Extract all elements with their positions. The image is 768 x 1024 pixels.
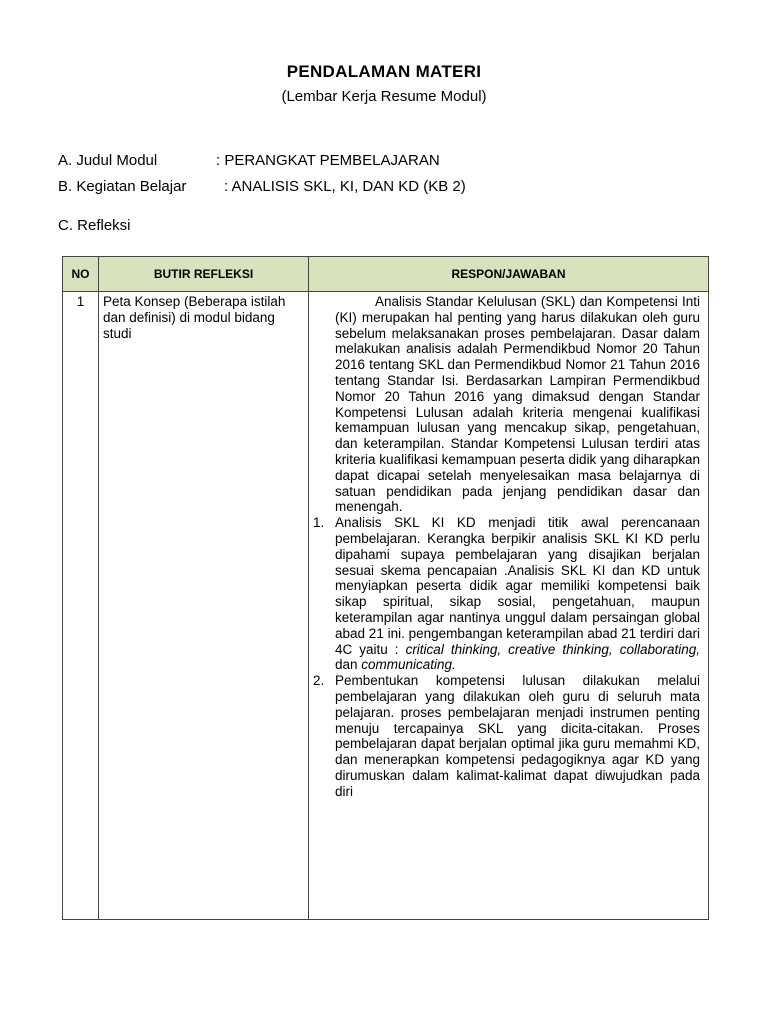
page-subtitle: (Lembar Kerja Resume Modul)	[281, 88, 487, 105]
list-item-text: Analisis SKL KI KD menjadi titik awal perencanaan pembelajaran. Kerangka berpikir analisis SKL KI KD perlu dipahami supaya pembelajaran yang disajikan berjalan sesuai skema pencapaian .Analisis SKL KI dan KD untuk menyiapkan peserta didik agar memiliki kompetensi baik sikap spiritual, sikap sosial, pengetahuan, maupun keterampilan agar nantinya unggul dalam persaingan global abad 21 ini. pengembangan keterampilan abad 21 terdiri dari 4C yaitu :	[335, 515, 700, 657]
list-item-text: Pembentukan kompetensi lulusan dilakukan melalui pembelajaran yang dilakukan oleh guru di seluruh mata pelajaran. proses pembelajaran menjadi instrumen penting menuju tercapainya SKL yang dicita-citakan. Proses pembelajaran dapat berjalan optimal jika guru memahmi KD, dan menerapkan kompetensi pedagogiknya agar KD yang dirumuskan dalam kalimat-kalimat dapat diwujudkan pada diri	[335, 673, 700, 799]
kegiatan-belajar-value: : ANALISIS SKL, KI, DAN KD (KB 2)	[224, 178, 466, 195]
judul-modul-value: : PERANGKAT PEMBELAJARAN	[216, 152, 440, 169]
list-item-emphasis: critical thinking, creative thinking, collaborating,	[405, 641, 700, 657]
respon-cell	[309, 292, 709, 920]
judul-modul-label: A. Judul Modul	[58, 152, 158, 169]
header-respon-jawaban: RESPON/JAWABAN	[309, 257, 709, 292]
list-item	[313, 673, 700, 799]
row-number: 1	[63, 292, 99, 920]
judul-modul-row	[58, 152, 440, 169]
butir-refleksi-cell: Peta Konsep (Beberapa istilah dan definisi) di modul bidang studi	[99, 292, 309, 920]
header-no: NO	[63, 257, 99, 292]
list-item	[313, 515, 700, 673]
header-butir-refleksi: BUTIR REFLEKSI	[99, 257, 309, 292]
list-item-emphasis: communicating.	[361, 657, 456, 673]
page-title: PENDALAMAN MATERI	[286, 62, 482, 81]
table-header-row	[63, 257, 709, 292]
list-item-text-tail: dan	[335, 657, 362, 673]
intro-paragraph: Analisis Standar Kelulusan (SKL) dan Kompetensi Inti (KI) merupakan hal penting yang harus dilakukan oleh guru sebelum melaksanakan proses pembelajaran. Dasar dalam melakukan analisis adalah Permendikbud Nomor 20 Tahun 2016 tentang SKL dan Permendikbud Nomor 21 Tahun 2016 tentang Standar Isi. Berdasarkan Lampiran Permendikbud Nomor 20 Tahun 2016 yang dimaksud dengan Standar Kompetensi Lulusan adalah kriteria mengenai kualifikasi kemampuan lulusan yang mencakup sikap, pengetahuan, dan keterampilan. Standar Kompetensi Lulusan terdiri atas kriteria kualifikasi kemampuan peserta didik yang diharapkan dapat dicapai setelah menyelesaikan masa belajarnya di satuan pendidikan pada jenjang pendidikan dasar dan menengah.	[335, 294, 700, 515]
refleksi-table	[62, 256, 709, 920]
refleksi-heading: C. Refleksi	[58, 217, 131, 234]
table-row	[63, 292, 709, 920]
kegiatan-belajar-label: B. Kegiatan Belajar	[58, 178, 187, 195]
list-item-number: 1.	[313, 515, 325, 531]
kegiatan-belajar-row	[58, 178, 466, 195]
list-item-number: 2.	[313, 673, 325, 689]
